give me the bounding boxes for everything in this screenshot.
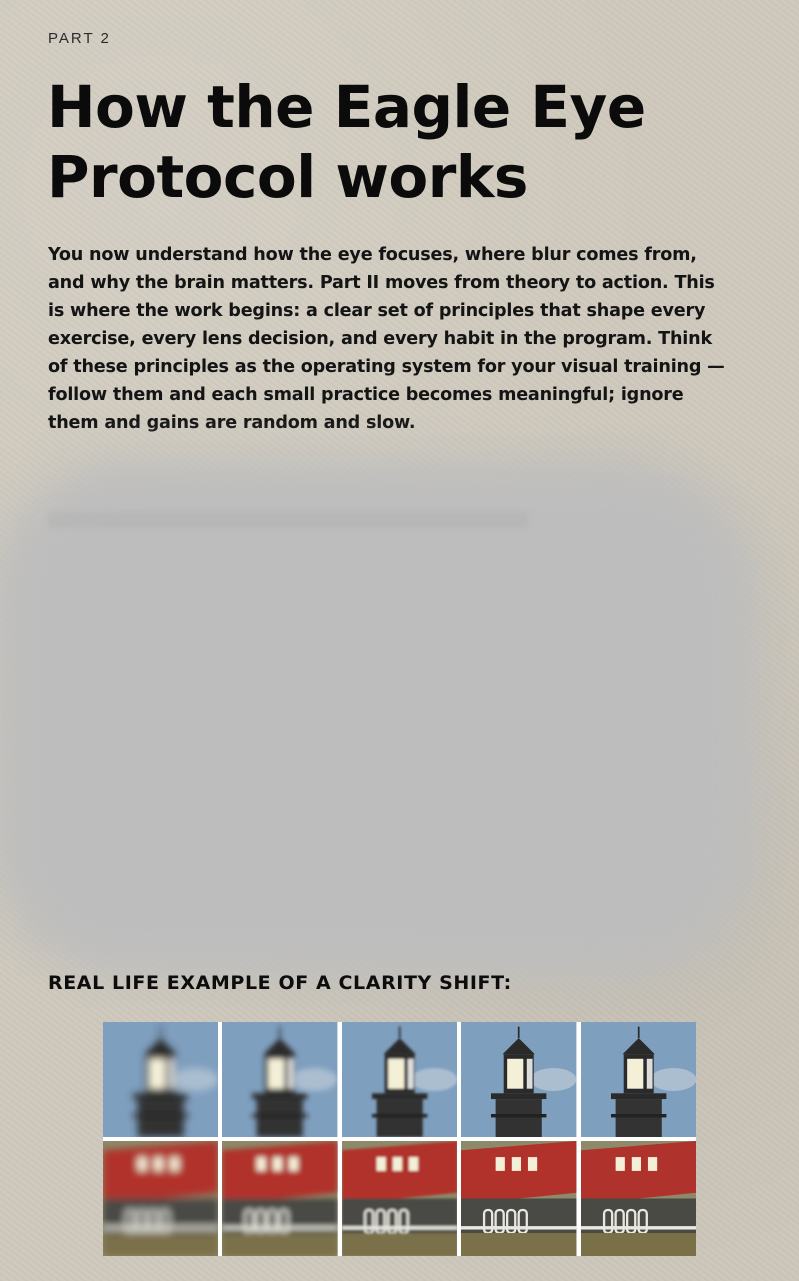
page-title: How the Eagle Eye Protocol works: [47, 73, 646, 211]
lighthouse-tower-photo-2: [222, 1022, 337, 1137]
section-heading: REAL LIFE EXAMPLE OF A CLARITY SHIFT:: [48, 972, 512, 994]
clarity-comparison-grid: [103, 1022, 696, 1256]
blurred-text-hint: [48, 512, 528, 528]
lighthouse-house-photo-5: [581, 1141, 696, 1256]
lighthouse-house-photo-1: [103, 1141, 218, 1256]
lighthouse-tower-photo-4: [461, 1022, 576, 1137]
intro-paragraph: You now understand how the eye focuses, where blur comes from, and why the brain matters. Part II moves from theory to action. This is where the work begins: a clear set of principles that shape every exercise, every lens decision, and every habit in the program. Think of these principles as the operating system for your visual training — follow them and each small practice becomes meaningful; ignore them and gains are random and slow.: [48, 245, 725, 433]
lighthouse-tower-photo-1: [103, 1022, 218, 1137]
lighthouse-tower-photo-5: [581, 1022, 696, 1137]
part-label: PART 2: [48, 30, 111, 47]
lighthouse-house-photo-3: [342, 1141, 457, 1256]
lighthouse-tower-photo-3: [342, 1022, 457, 1137]
blurred-content-overlay: [0, 460, 760, 980]
lighthouse-house-photo-2: [222, 1141, 337, 1256]
lighthouse-house-photo-4: [461, 1141, 576, 1256]
